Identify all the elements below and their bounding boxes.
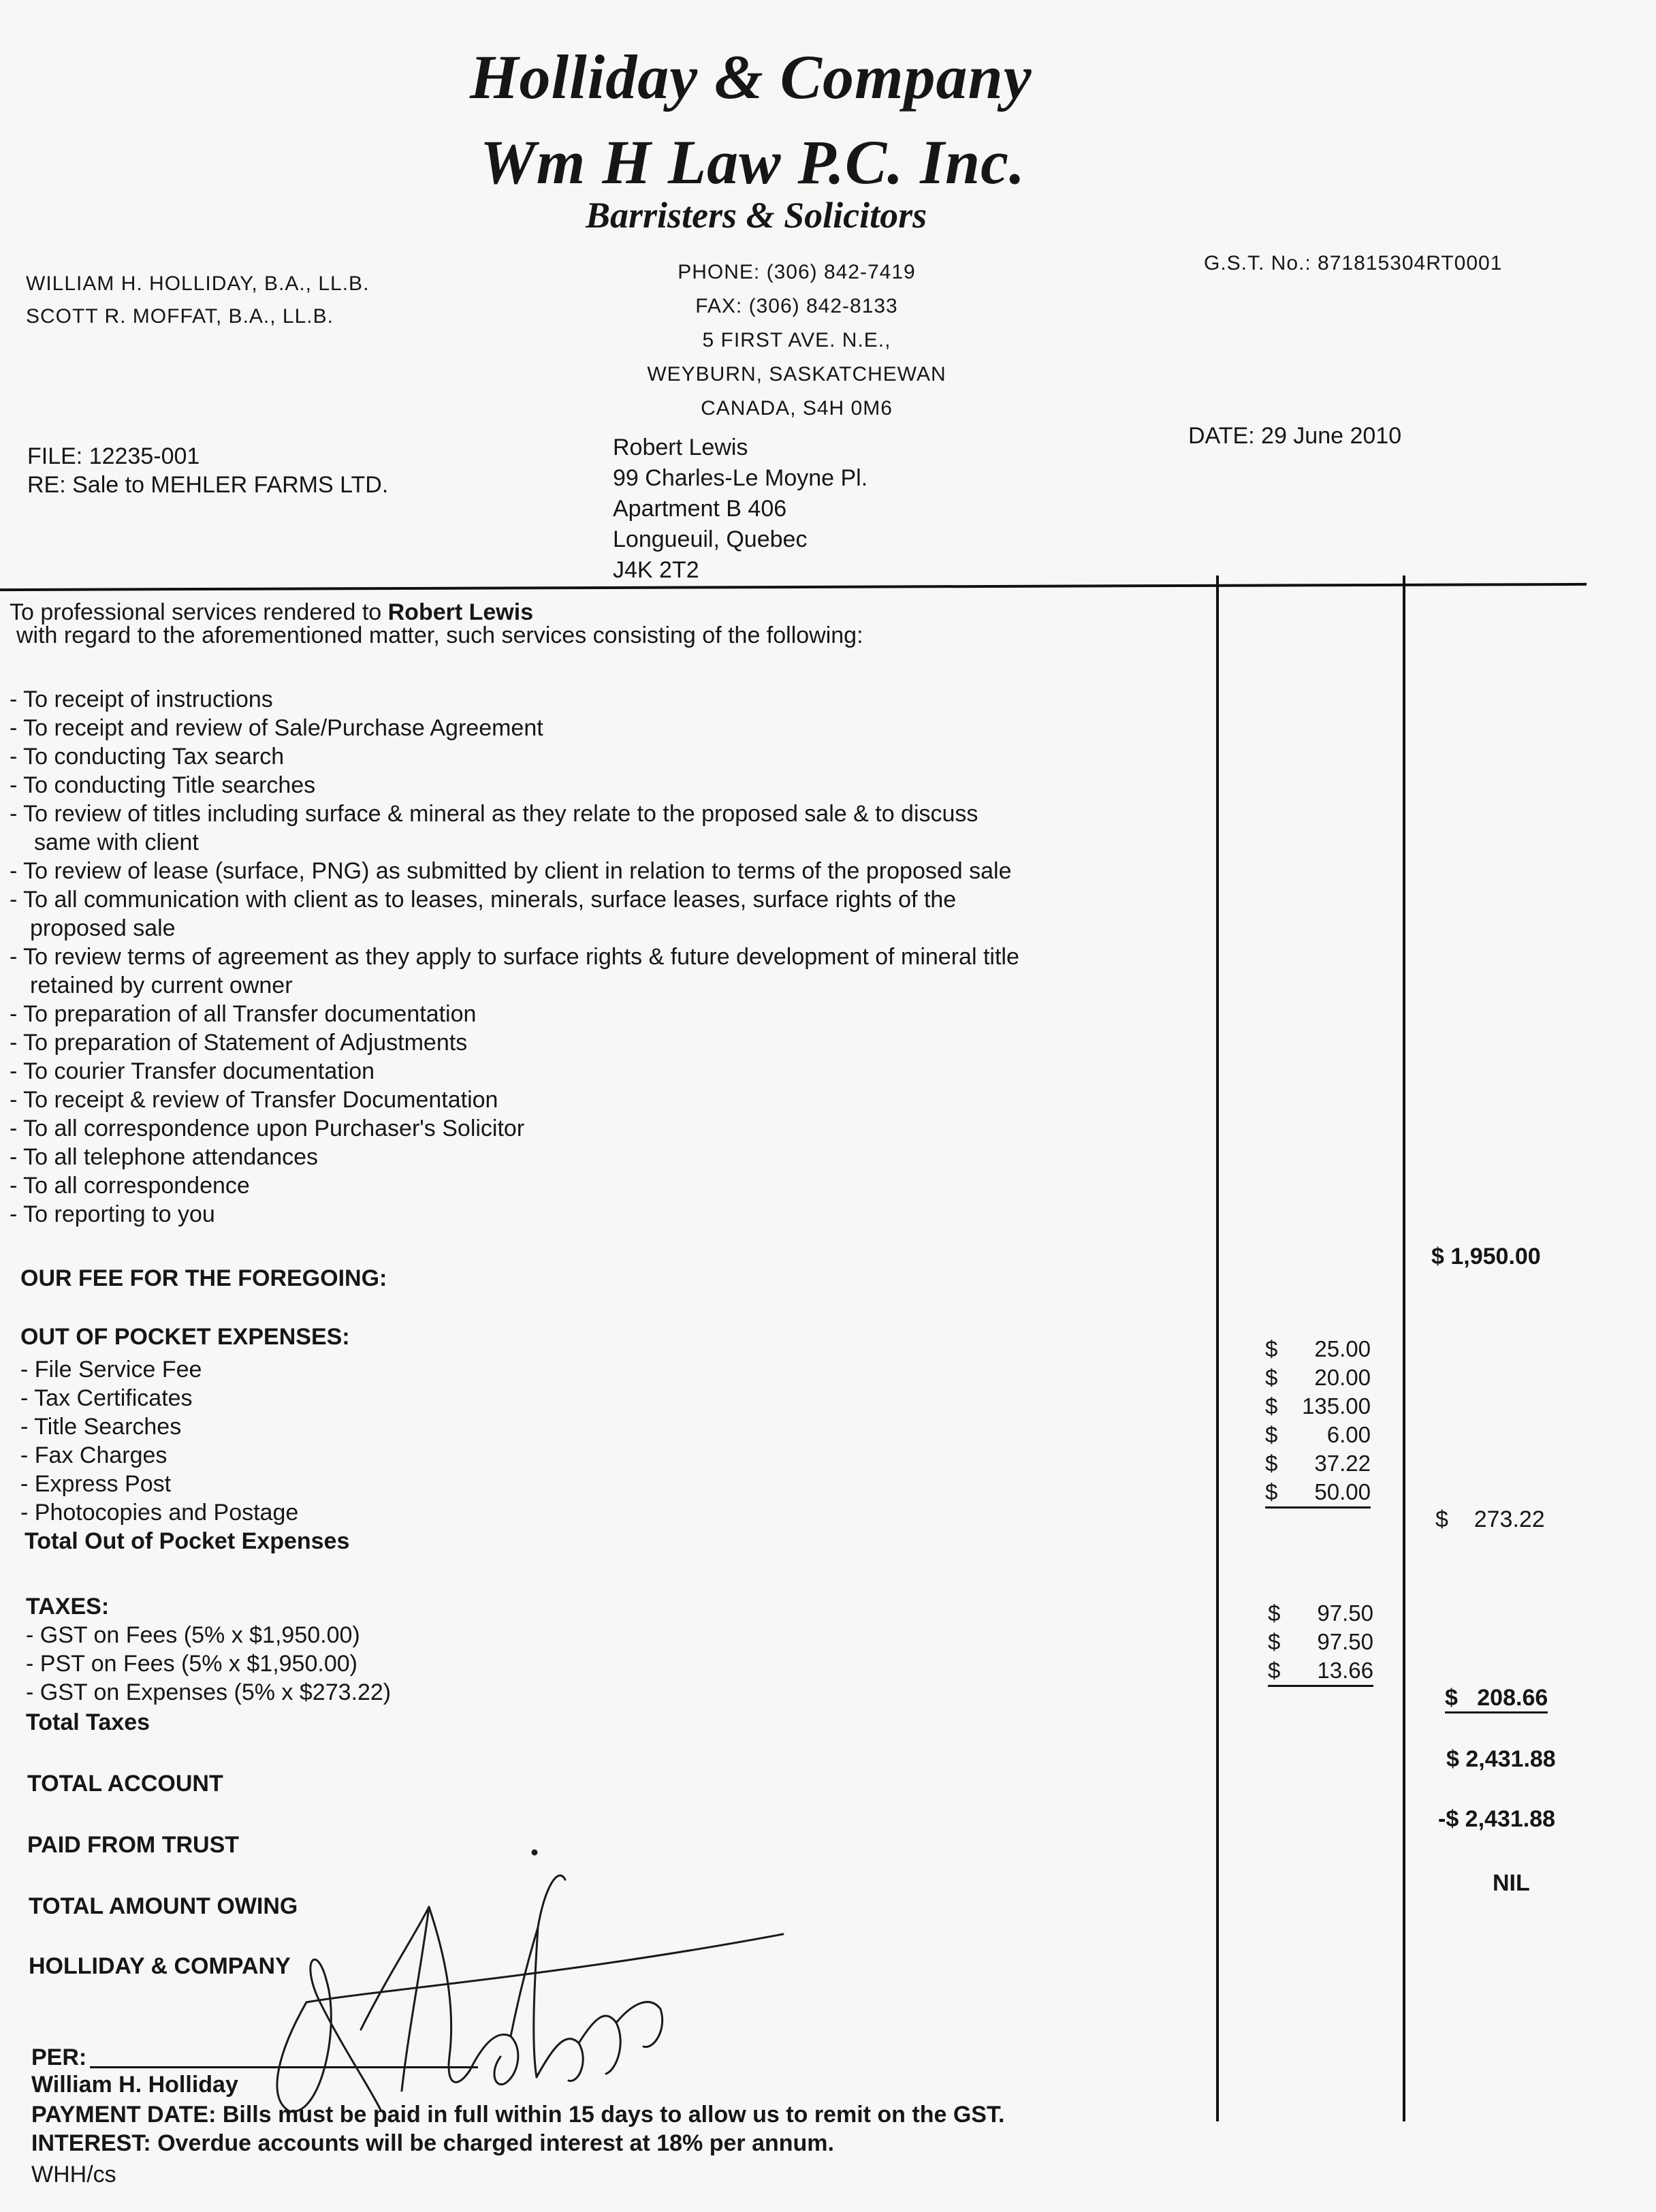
total-owing-amount: NIL: [1493, 1870, 1530, 1896]
intro-line-2: with regard to the aforementioned matter, such services consisting of the following:: [16, 622, 863, 648]
total-account-label: TOTAL ACCOUNT: [27, 1771, 223, 1797]
service-item: - To review terms of agreement as they apply to surface rights & future development of mineral title: [10, 944, 1019, 970]
column-rule-left: [1216, 575, 1219, 2121]
service-item: - To preparation of Statement of Adjustments: [10, 1030, 468, 1056]
firm-name-line2: Wm H Law P.C. Inc.: [480, 127, 1025, 197]
expense-amounts: [1265, 1335, 1371, 1508]
expenses-total-amount: $ 273.22: [1435, 1506, 1545, 1532]
service-item: - To preparation of all Transfer documentation: [10, 1001, 477, 1027]
gst-number: G.S.T. No.: 871815304RT0001: [1204, 252, 1503, 274]
tax-amount: $ 97.50: [1268, 1629, 1373, 1654]
intro-line-1: To professional services rendered to Robert Lewis: [10, 599, 534, 625]
taxes-heading: TAXES:: [26, 1594, 110, 1620]
service-item: - To conducting Title searches: [10, 772, 316, 798]
column-rule-right: [1403, 575, 1405, 2121]
service-item-continued: proposed sale: [30, 915, 176, 941]
expense-label: - Express Post: [20, 1471, 172, 1497]
service-item: - To receipt & review of Transfer Documentation: [10, 1087, 498, 1113]
invoice-date: DATE: 29 June 2010: [1188, 423, 1402, 449]
per-label: PER:: [31, 2044, 87, 2070]
total-owing-label: TOTAL AMOUNT OWING: [29, 1893, 298, 1919]
paid-from-trust-label: PAID FROM TRUST: [27, 1832, 240, 1858]
file-number: FILE: 12235-001: [27, 443, 200, 469]
client-address-1: 99 Charles-Le Moyne Pl.: [613, 465, 868, 491]
re-line: RE: Sale to MEHLER FARMS LTD.: [27, 472, 389, 498]
city-address: WEYBURN, SASKATCHEWAN: [647, 363, 946, 385]
paid-from-trust-amount: -$ 2,431.88: [1438, 1806, 1556, 1832]
fee-amount: $ 1,950.00: [1431, 1244, 1541, 1269]
expense-amount: $ 37.22: [1265, 1451, 1371, 1476]
tax-label: - GST on Fees (5% x $1,950.00): [26, 1622, 360, 1648]
client-name: Robert Lewis: [613, 434, 748, 460]
expense-label: - Fax Charges: [20, 1442, 168, 1468]
initials: WHH/cs: [31, 2162, 116, 2187]
lawyer-2: SCOTT R. MOFFAT, B.A., LL.B.: [26, 305, 334, 328]
tax-amount-underlined: $ 13.66: [1268, 1656, 1373, 1687]
client-address-4: J4K 2T2: [613, 557, 699, 583]
signature-graphic: [225, 1825, 810, 2125]
signoff-firm: HOLLIDAY & COMPANY: [29, 1953, 291, 1979]
expense-label: - File Service Fee: [20, 1357, 202, 1382]
service-item-continued: retained by current owner: [30, 973, 293, 998]
expense-amount: $ 135.00: [1265, 1393, 1371, 1419]
interest-terms: INTEREST: Overdue accounts will be charged interest at 18% per annum.: [31, 2130, 834, 2156]
firm-tagline: Barristers & Solicitors: [586, 195, 927, 236]
service-item: - To all communication with client as to leases, minerals, surface leases, surface rights of the: [10, 887, 957, 913]
expense-label: - Photocopies and Postage: [20, 1500, 299, 1526]
country-postal: CANADA, S4H 0M6: [701, 397, 893, 420]
lawyer-1: WILLIAM H. HOLLIDAY, B.A., LL.B.: [26, 272, 370, 295]
firm-name-line1: Holliday & Company: [470, 42, 1032, 112]
taxes-total-amount: $ 208.66: [1445, 1685, 1548, 1713]
phone: PHONE: (306) 842-7419: [678, 261, 916, 283]
fee-label: OUR FEE FOR THE FOREGOING:: [20, 1265, 387, 1291]
payment-terms: PAYMENT DATE: Bills must be paid in full within 15 days to allow us to remit on the GST.: [31, 2102, 1005, 2128]
expenses-heading: OUT OF POCKET EXPENSES:: [20, 1324, 350, 1350]
tax-label: - GST on Expenses (5% x $273.22): [26, 1679, 392, 1705]
expense-label: - Tax Certificates: [20, 1385, 193, 1411]
expense-amount: $ 6.00: [1265, 1422, 1371, 1447]
tax-amounts: [1268, 1599, 1373, 1687]
service-item: - To receipt of instructions: [10, 686, 273, 712]
service-item: - To conducting Tax search: [10, 744, 285, 770]
service-item: - To courier Transfer documentation: [10, 1058, 375, 1084]
service-item: - To all correspondence: [10, 1173, 250, 1199]
fax: FAX: (306) 842-8133: [695, 295, 898, 317]
header-rule: [0, 583, 1587, 591]
service-item: - To all correspondence upon Purchaser's Solicitor: [10, 1116, 525, 1141]
total-account-amount: $ 2,431.88: [1446, 1746, 1556, 1772]
signer-name: William H. Holliday: [31, 2072, 238, 2098]
service-item: - To receipt and review of Sale/Purchase Agreement: [10, 715, 543, 741]
taxes-total-label: Total Taxes: [26, 1709, 150, 1735]
street-address: 5 FIRST AVE. N.E.,: [702, 329, 891, 351]
service-item: - To review of lease (surface, PNG) as submitted by client in relation to terms of the proposed sale: [10, 858, 1012, 884]
tax-amount: $ 97.50: [1268, 1600, 1373, 1626]
expense-amount-underlined: $ 50.00: [1265, 1478, 1371, 1508]
service-item: - To review of titles including surface & mineral as they relate to the proposed sale & to discuss: [10, 801, 978, 827]
expense-amount: $ 25.00: [1265, 1336, 1371, 1361]
client-address-2: Apartment B 406: [613, 496, 787, 522]
service-item: - To all telephone attendances: [10, 1144, 319, 1170]
service-item: - To reporting to you: [10, 1201, 215, 1227]
expenses-total-label: Total Out of Pocket Expenses: [25, 1528, 350, 1554]
client-address-3: Longueuil, Quebec: [613, 526, 808, 552]
service-item-continued: same with client: [34, 830, 199, 855]
expense-amount: $ 20.00: [1265, 1365, 1371, 1390]
expense-label: - Title Searches: [20, 1414, 182, 1440]
tax-label: - PST on Fees (5% x $1,950.00): [26, 1651, 357, 1677]
